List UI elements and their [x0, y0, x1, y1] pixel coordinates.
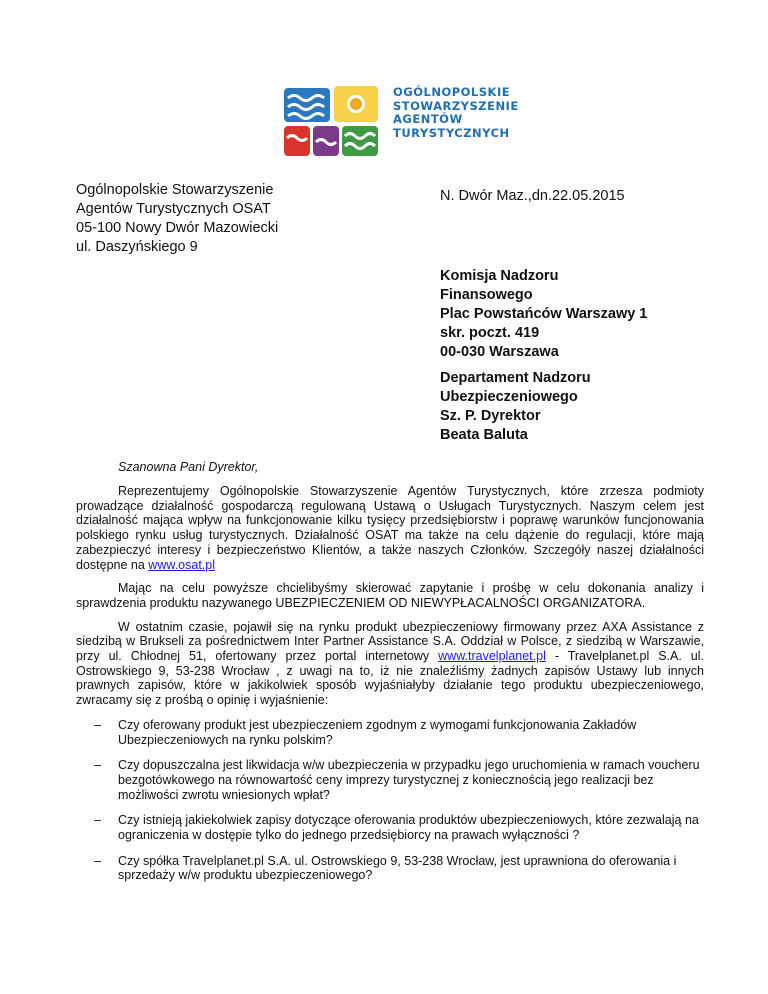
- sender-line: Ogólnopolskie Stowarzyszenie: [76, 182, 274, 198]
- sender-line: ul. Daszyńskiego 9: [76, 239, 198, 255]
- question-list: [76, 718, 704, 883]
- list-item: [76, 758, 704, 802]
- logo-green-block: [342, 126, 378, 156]
- list-item: [76, 854, 704, 883]
- question-text: Czy istnieją jakiekolwiek zapisy dotyczące oferowania produktów ubezpieczeniowych, które zezwalają na ograniczenia w dostępie tylko do jednego przedsiębiorcy na prawach wyłączności ?: [118, 813, 699, 843]
- bullet-dash: –: [94, 758, 101, 773]
- paragraph-text: W ostatnim czasie, pojawił się na rynku produkt ubezpieczeniowy firmowany przez AXA Assistance z siedzibą w Brukseli za pośrednictwem Inter Partner Assistance S.A. Oddział w Polsce, z siedzibą w Warszawie, przy ul. Chłodnej 51, ofertowany przez portal internetowy: [76, 619, 704, 664]
- paragraph-request: Mając na celu powyższe chcielibyśmy skierować zapytanie i prośbę w celu dokonania analizy i sprawdzenia produktu nazywanego UBEZPIECZENIEM OD NIEWYPŁACALNOŚCI ORGANIZATORA.: [76, 581, 704, 610]
- bullet-dash: –: [94, 813, 101, 828]
- recipient-line: Beata Baluta: [440, 427, 528, 443]
- letter-body: [76, 484, 704, 894]
- recipient-line: Plac Powstańców Warszawy 1: [440, 306, 648, 322]
- recipient-institution: [440, 267, 647, 362]
- recipient-line: skr. poczt. 419: [440, 325, 540, 341]
- recipient-line: Departament Nadzoru: [440, 370, 591, 386]
- bullet-dash: –: [94, 853, 101, 868]
- paragraph-text: Reprezentujemy Ogólnopolskie Stowarzyszenie Agentów Turystycznych, które zrzesza podmioty prowadzące działalność gospodarczą regulowaną Ustawą o Usługach Turystycznych. Naszym celem jest działalność mająca wpływ na funkcjonowanie kilku tysięcy przedsiębiorstw i poprawę warunków funcjonowania polskiego rynku usług turystycznych. Działalność OSAT ma także na celu dążenie do regulacji, które mają zabezpieczyć interesy i bezpieczeństwo Klientów, a także naszych Członków. Szczegóły naszej działalności dostępne na: [76, 484, 704, 572]
- paragraph-intro: [76, 484, 704, 572]
- question-text: Czy oferowany produkt jest ubezpieczeniem zgodnym z wymogami funkcjonowania Zakładów Ubezpieczeniowych na rynku polskim?: [118, 717, 637, 747]
- recipient-line: Komisja Nadzoru: [440, 268, 559, 284]
- osat-website-link[interactable]: www.osat.pl: [148, 557, 215, 572]
- logo-red-block: [284, 126, 310, 156]
- recipient-line: Finansowego: [440, 287, 533, 303]
- bullet-dash: –: [94, 717, 101, 732]
- recipient-department: [440, 369, 591, 445]
- logo-line-3: AGENTÓW: [393, 112, 463, 126]
- list-item: [76, 813, 704, 842]
- salutation: Szanowna Pani Dyrektor,: [118, 460, 259, 474]
- sender-address: [76, 181, 278, 257]
- question-text: Czy dopuszczalna jest likwidacja w/w ubezpieczenia w przypadku jego uruchomienia w ramach voucheru bezgotówkowego na równowartość ceny imprezy turystycznej z koniecznością jego realizacji bez możliwości zwrotu wniesionych wpłat?: [118, 758, 700, 802]
- logo-mark: [284, 86, 378, 156]
- question-text: Czy spółka Travelplanet.pl S.A. ul. Ostrowskiego 9, 53-238 Wrocław, jest uprawniona do oferowania i sprzedaży w/w produktu ubezpieczeniowego?: [118, 853, 677, 883]
- logo-wordmark: [393, 86, 519, 140]
- recipient-line: Sz. P. Dyrektor: [440, 408, 541, 424]
- paragraph-text: - Travelplanet.pl S.A. ul. Ostrowskiego 9, 53-238 Wrocław , z uwagi na to, iż nie znaleźliśmy żadnych zapisów Ustawy lub innych prawnych zapisów, które w jakikolwiek sposób wyjaśniałyby działanie tego produktu ubezpieczeniowego, zwracamy się z prośbą o opinię i wyjaśnienie:: [76, 649, 704, 708]
- recipient-line: Ubezpieczeniowego: [440, 389, 578, 405]
- sender-line: 05-100 Nowy Dwór Mazowiecki: [76, 220, 279, 236]
- list-item: [76, 718, 704, 747]
- logo-line-1: OGÓLNOPOLSKIE: [393, 85, 511, 99]
- letter-date: N. Dwór Maz.,dn.22.05.2015: [440, 188, 625, 204]
- logo-line-4: TURYSTYCZNYCH: [393, 125, 510, 140]
- travelplanet-link[interactable]: www.travelplanet.pl: [438, 649, 546, 664]
- recipient-line: 00-030 Warszawa: [440, 344, 559, 360]
- sender-line: Agentów Turystycznych OSAT: [76, 201, 271, 217]
- paragraph-product: [76, 620, 704, 708]
- logo-line-2: STOWARZYSZENIE: [393, 98, 519, 113]
